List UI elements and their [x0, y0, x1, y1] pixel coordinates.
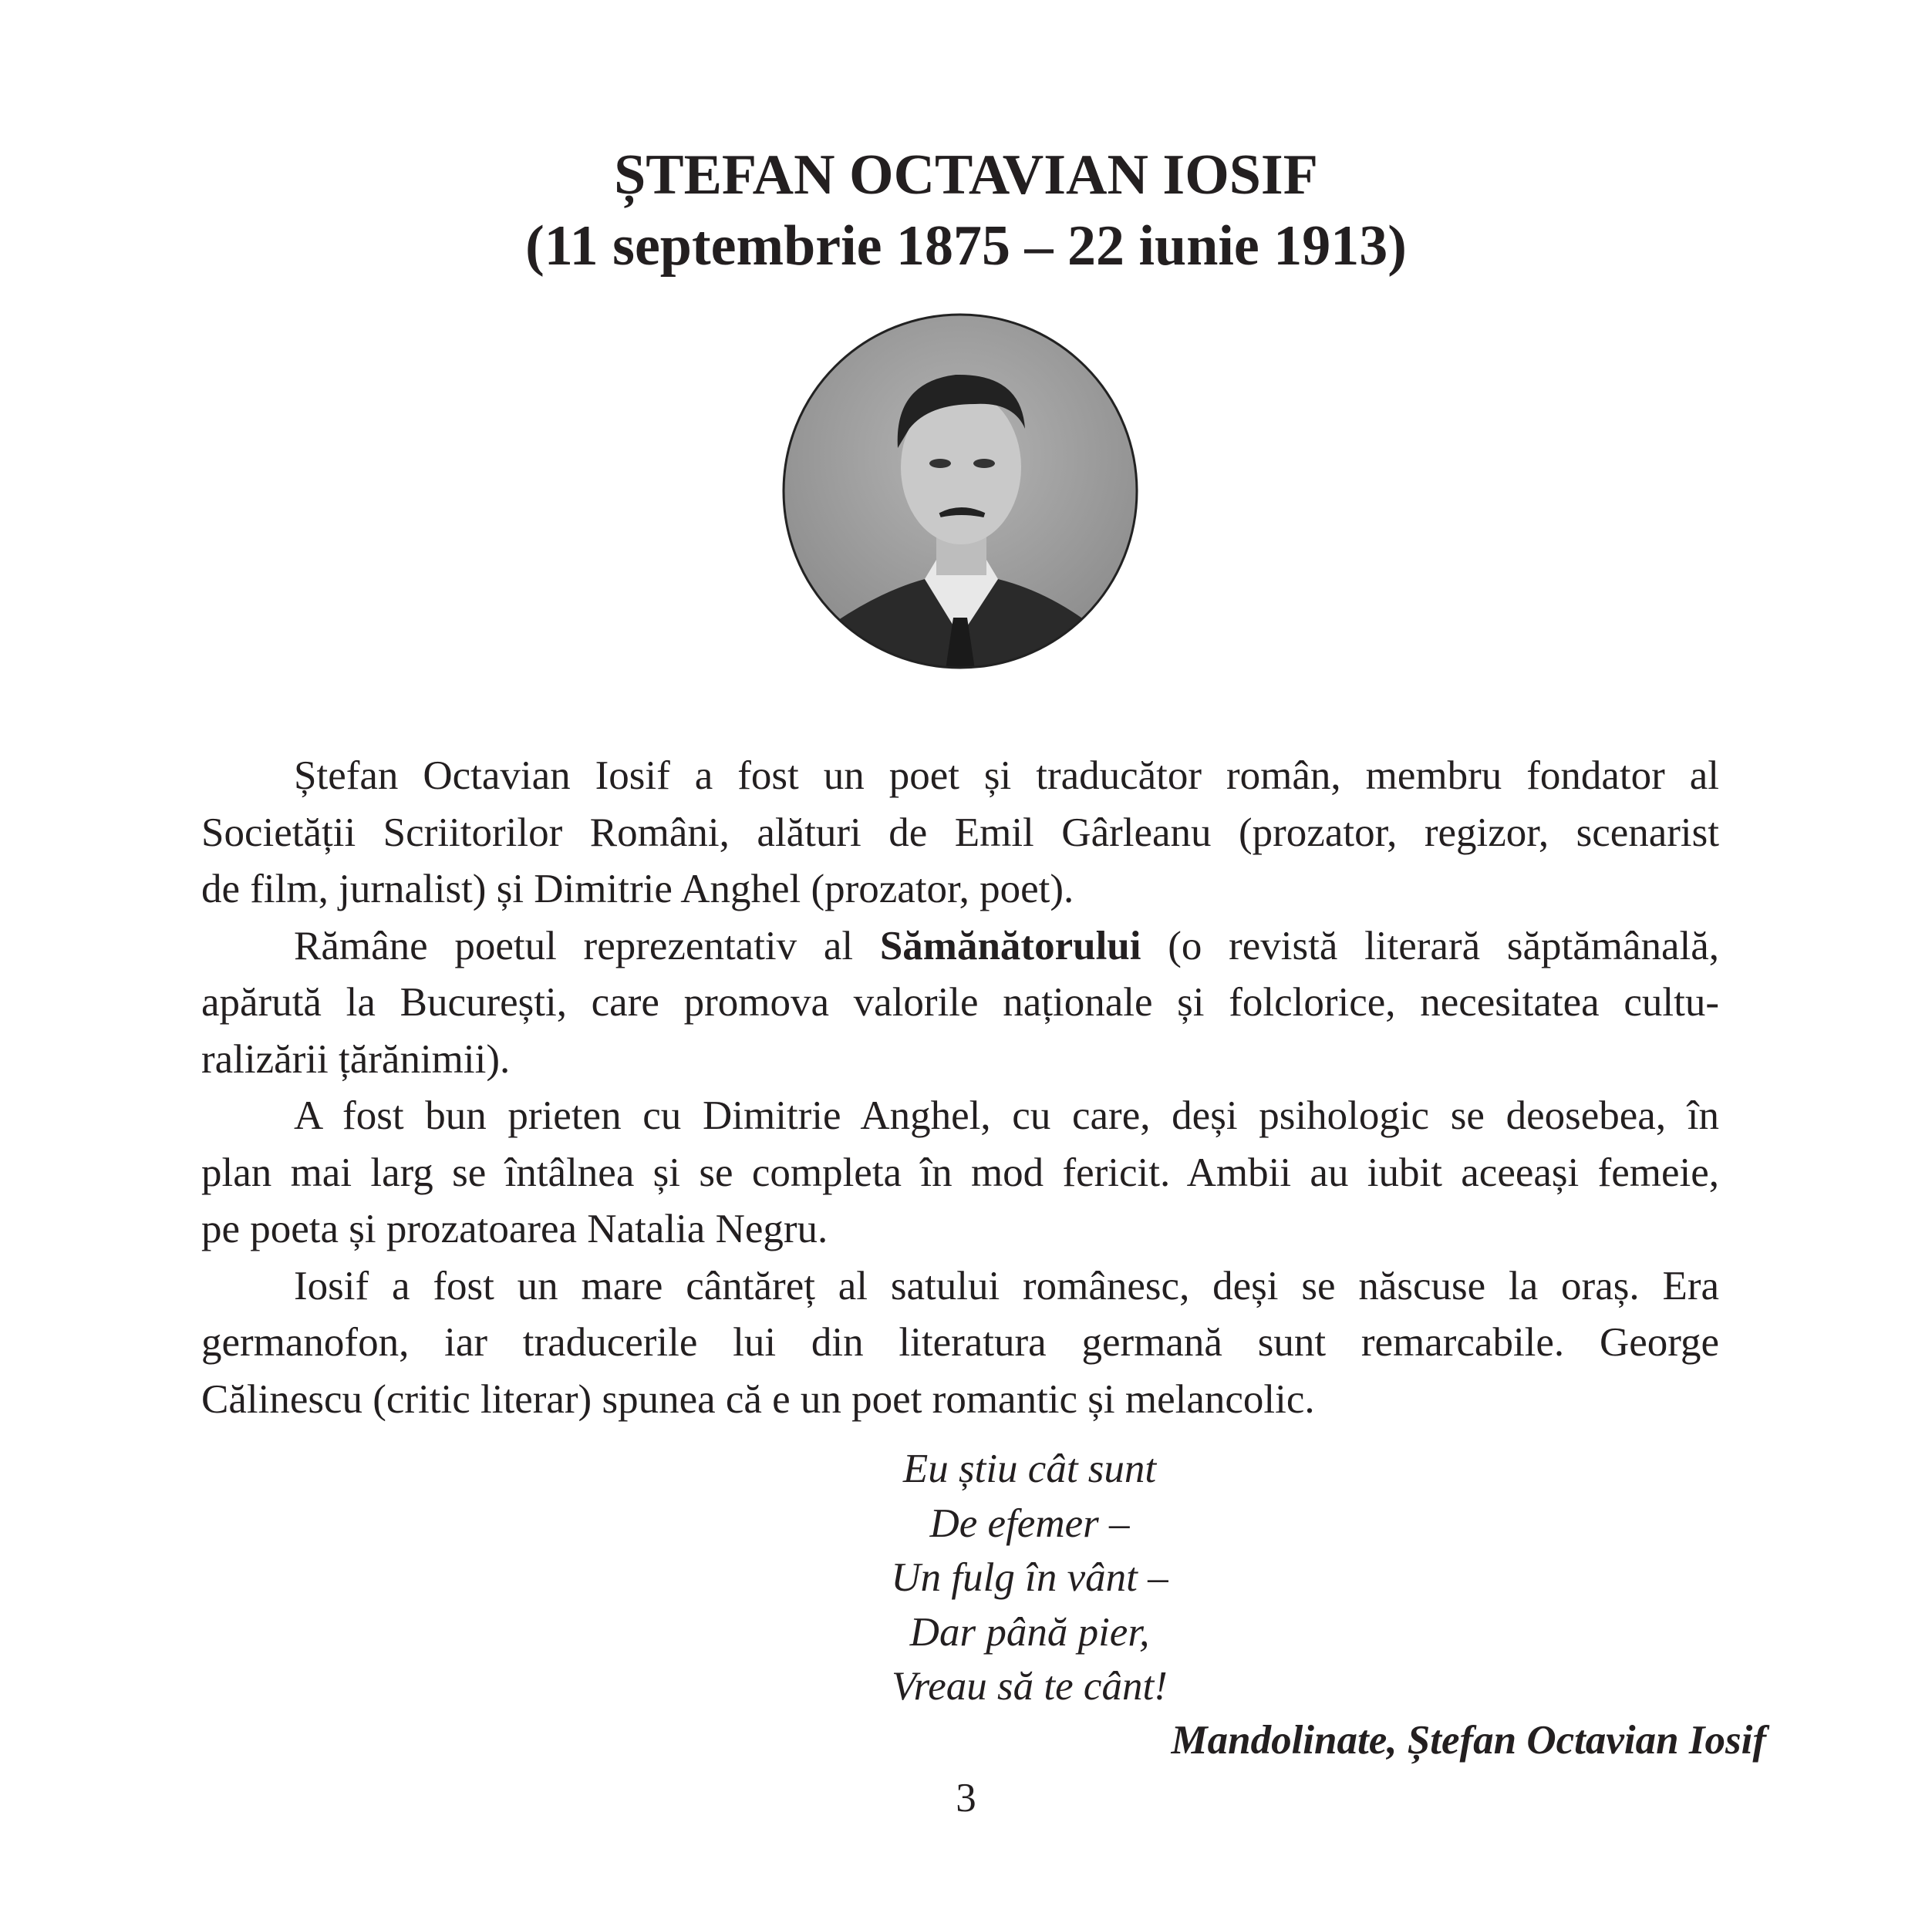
paragraph-4	[201, 1258, 1719, 1429]
text-line: plan mai larg se întâlnea și se completa în mod fericit. Ambii au iubit aceeași femeie,	[201, 1150, 1719, 1195]
text-line: pe poeta și prozatoarea Natalia Negru.	[201, 1207, 828, 1251]
paragraph-3	[201, 1088, 1719, 1258]
paragraph-2	[201, 918, 1719, 1089]
portrait-photo-icon	[782, 313, 1138, 669]
page-title: ȘTEFAN OCTAVIAN IOSIF	[614, 143, 1318, 207]
poem-line: Un fulg în vânt –	[891, 1555, 1168, 1600]
text-line: de film, jurnalist) și Dimitrie Anghel (prozator, poet).	[201, 867, 1074, 911]
text-span: Rămâne poetul reprezentativ al	[294, 923, 880, 968]
poem-line: De efemer –	[929, 1500, 1130, 1546]
life-dates: (11 septembrie 1875 – 22 iunie 1913)	[525, 214, 1407, 278]
poem-line: Dar până pier,	[909, 1609, 1150, 1655]
poem-attribution: Mandolinate, Ștefan Octavian Iosif	[1171, 1718, 1766, 1763]
text-line: apărută la București, care promova valorile naționale și folclorice, necesitatea cultu-	[201, 980, 1719, 1025]
magazine-name: Sămănătorului	[879, 923, 1141, 968]
text-line: Ștefan Octavian Iosif a fost un poet și traducător român, membru fondator al	[294, 753, 1719, 798]
poem-excerpt	[798, 1442, 1261, 1714]
page-number: 3	[956, 1776, 976, 1820]
text-line: germanofon, iar traducerile lui din literatura germană sunt remarcabile. George	[201, 1320, 1719, 1365]
text-line: A fost bun prieten cu Dimitrie Anghel, cu care, deși psihologic se deosebea, în	[294, 1093, 1719, 1138]
text-line: Iosif a fost un mare cântăreț al satului românesc, deși se născuse la oraș. Era	[294, 1263, 1719, 1308]
text-line: Societății Scriitorilor Români, alături de Emil Gârleanu (prozator, regizor, scenarist	[201, 810, 1719, 855]
text-span: (o revistă literară săptămânală,	[1141, 923, 1720, 968]
paragraph-1	[201, 748, 1719, 918]
text-line: Călinescu (critic literar) spunea că e un poet romantic și melancolic.	[201, 1376, 1315, 1422]
poem-line: Eu știu cât sunt	[902, 1447, 1157, 1491]
poem-line: Vreau să te cânt!	[892, 1664, 1168, 1709]
biography-text	[201, 748, 1719, 1428]
text-line	[201, 918, 1719, 975]
text-line: ralizării țărănimii).	[201, 1036, 511, 1082]
